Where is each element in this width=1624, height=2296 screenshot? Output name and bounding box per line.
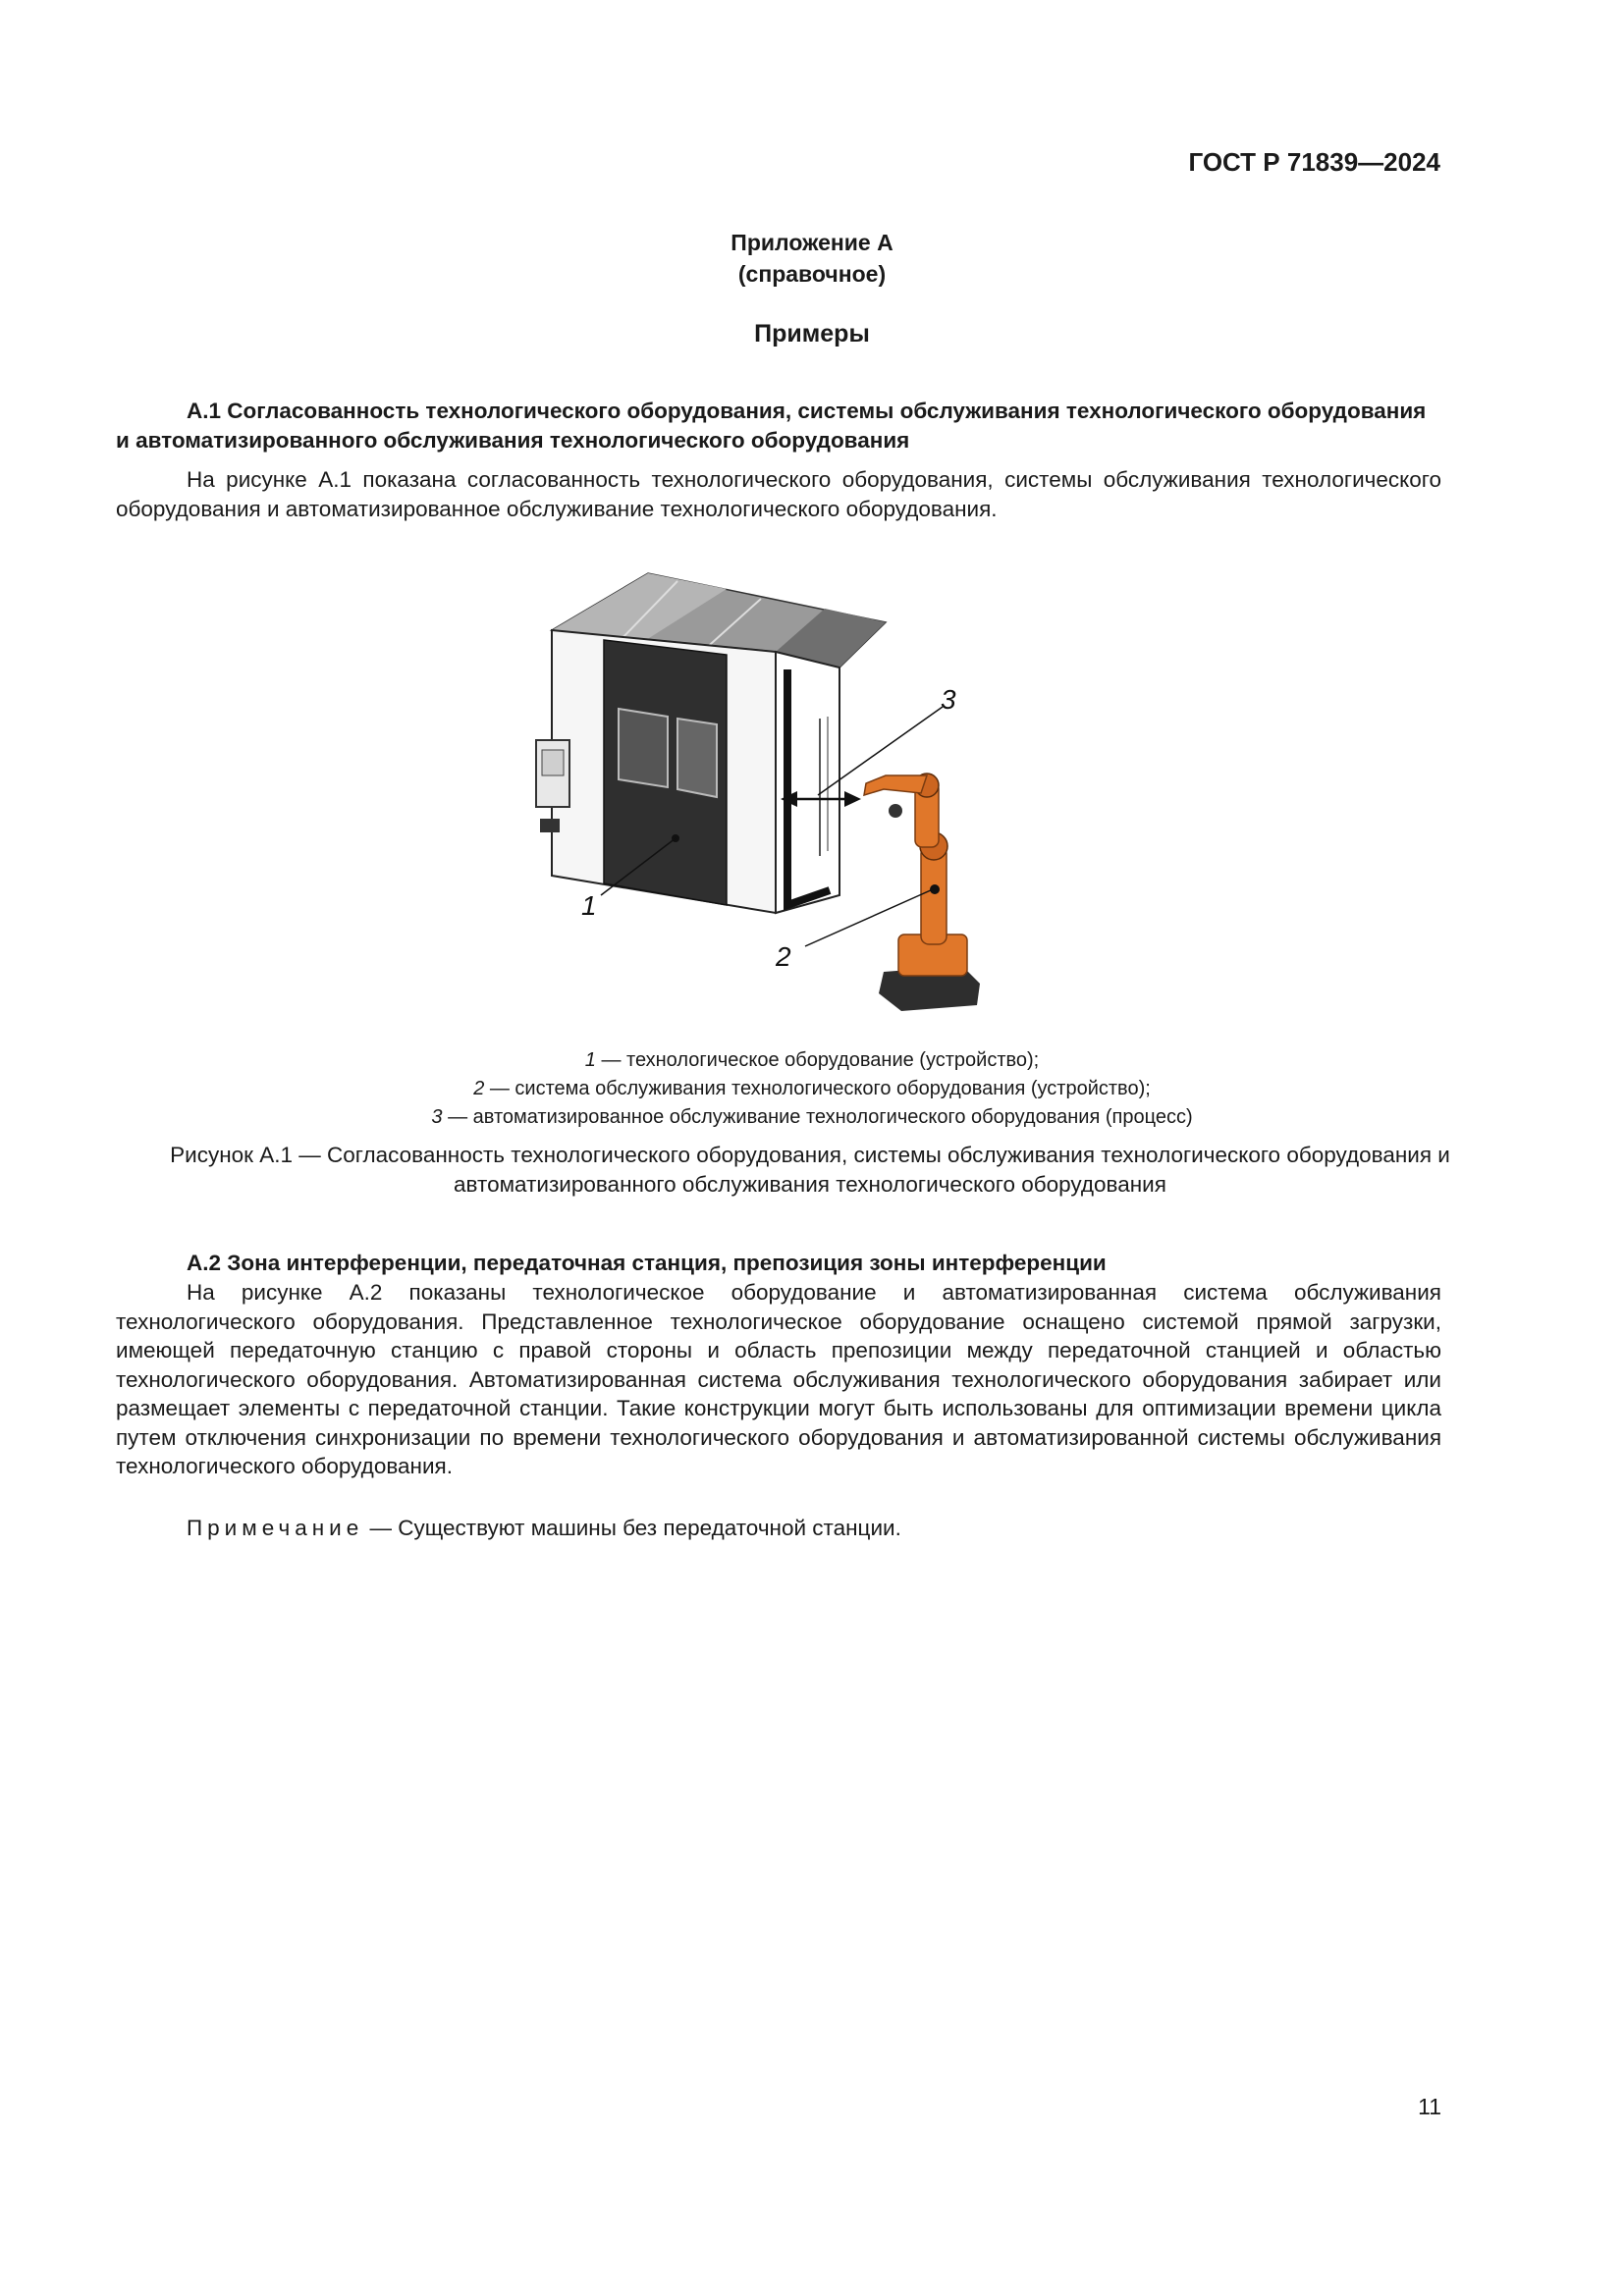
robot-wrist <box>889 804 902 818</box>
callout-3-label: 3 <box>941 684 956 715</box>
figure-a1-illustration <box>530 561 1041 1013</box>
robot-lower-arm <box>921 846 947 944</box>
note-text: — Существуют машины без передаточной станции. <box>363 1516 901 1540</box>
legend-item: 2 — система обслуживания технологического оборудования (устройство); <box>473 1078 1151 1099</box>
note-label: Примечание <box>187 1516 364 1540</box>
annex-heading <box>0 227 1624 290</box>
figure-a1 <box>530 561 1041 1013</box>
note <box>116 1514 1441 1543</box>
annex-title: Приложение А <box>731 230 893 255</box>
legend-item: 3 — автоматизированное обслуживание технологического оборудования (процесс) <box>431 1106 1193 1128</box>
machine-window <box>619 709 668 787</box>
legend-item: 1 — технологическое оборудование (устройство); <box>584 1049 1040 1071</box>
section-a1-heading: А.1 Согласованность технологического оборудования, системы обслуживания технологического оборудования и автоматизированного обслуживания технологического оборудования <box>116 399 1427 453</box>
control-base <box>540 819 560 832</box>
page-number: 11 <box>1418 2094 1441 2119</box>
callout-2-label: 2 <box>776 941 791 972</box>
section-a2-paragraph: На рисунке А.2 показаны технологическое оборудование и автоматизированная система обслуживания технологического оборудования. Представленное технологическое оборудование оснащено системой прямой загрузки, имеющей передаточную станцию с правой стороны и область препозиции между передаточной станцией и областью технологического оборудования. Автоматизированная система обслуживания технологического оборудования забирает или размещает элементы с передаточной станции. Такие конструкции могут быть использованы для оптимизации времени цикла путем отключения синхронизации по времени технологического оборудования и автоматизированной системы обслуживания технологического оборудования. <box>116 1280 1441 1478</box>
section-a2-heading: А.2 Зона интерференции, передаточная станция, препозиция зоны интерференции <box>187 1251 1107 1275</box>
section-title: Примеры <box>754 320 870 347</box>
callout-1-label: 1 <box>581 890 597 921</box>
figure-a1-caption: Рисунок А.1 — Согласованность технологического оборудования, системы обслуживания технологического оборудования и автоматизированного обслуживания технологического оборудования <box>170 1143 1450 1197</box>
section-a1-paragraph: На рисунке А.1 показана согласованность технологического оборудования, системы обслуживания технологического оборудования и автоматизированное обслуживание технологического оборудования. <box>116 467 1441 521</box>
arrow-head-right <box>844 791 861 807</box>
figure-a1-legend <box>0 1046 1624 1132</box>
document-code: ГОСТ Р 71839—2024 <box>1188 147 1440 177</box>
control-screen <box>542 750 564 775</box>
robot-forearm <box>864 775 927 795</box>
annex-subtitle: (справочное) <box>737 261 887 287</box>
machine-window <box>677 719 717 797</box>
